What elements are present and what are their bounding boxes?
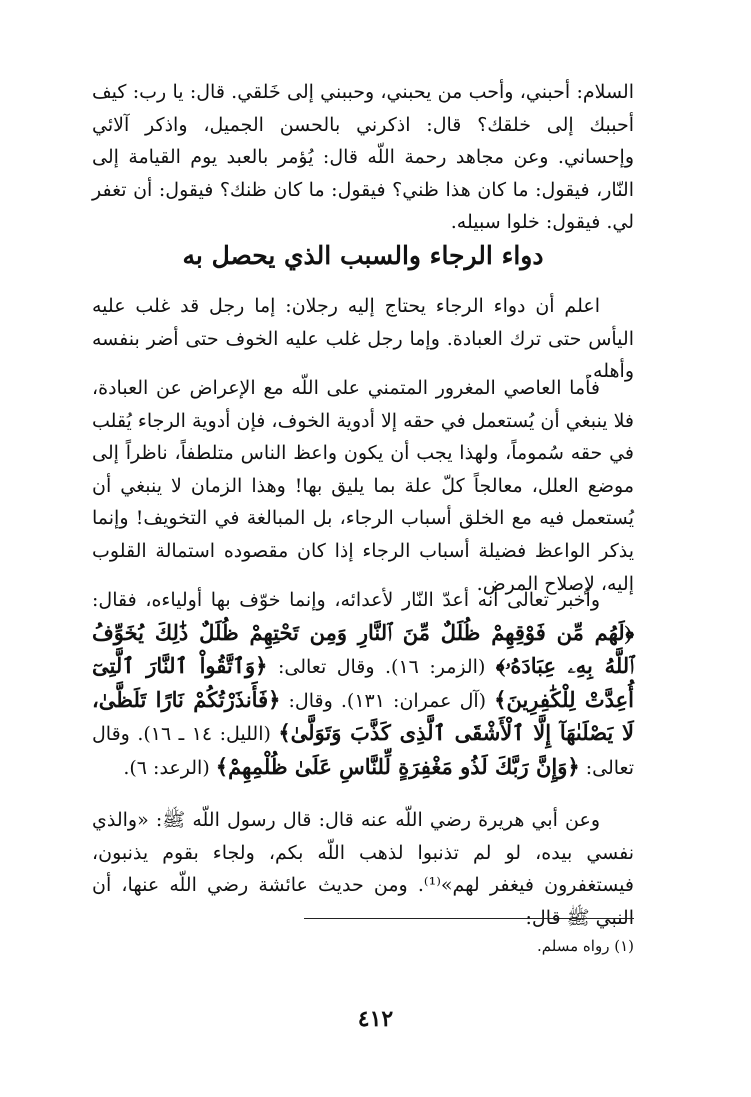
footnote: (١) رواه مسلم. <box>537 937 634 955</box>
verse-al-imran: ﴿وَٱتَّقُواْ ٱلنَّارَ ٱلَّتِىٓ أُعِدَّتْ لِلْكَٰفِرِينَ﴾ <box>92 653 634 712</box>
footnote-divider <box>304 918 634 919</box>
sinner-paragraph-text: فأما العاصي المغرور المتمني على اللّه مع الإعراض عن العبادة، فلا ينبغي أن يُستعمل في حقه إلا أدوية الخوف، فإن أدوية الرجاء يُقلب في حقه سُموماً، ولهذا يجب أن يكون واعظ الناس متلطفاً، ناظراً إلى موضع العلل، معالجاً كلّ علة بما يليق بها! وهذا الزمان لا ينبغي أن يُستعمل فيه مع الخلق أسباب الرجاء، بل المبالغة في التخويف! وإنما يذكر الواعظ فضيلة أسباب الرجاء إذا كان مقصوده استمالة القلوب إليه، لإصلاح المرض. <box>92 377 634 595</box>
top-paragraph-text: السلام: أحبني، وأحب من يحبني، وحببني إلى خَلقي. قال: يا رب: كيف أحببك إلى خلقك؟ قال: اذكرني بالحسن الجميل، واذكر آلائي وإحساني. وعن مجاهد رحمة اللّه قال: يُؤمر بالعبد يوم القيامة إلى النّار، فيقول: ما كان هذا ظني؟ فيقول: ما كان ظنك؟ فيقول: أن تغفر لي. فيقول: خلوا سبيله. <box>92 81 634 234</box>
quran-intro: وأخبر تعالى أنه أعدّ النّار لأعدائه، وإنما خوّف بها أولياءه، فقال: <box>92 589 600 611</box>
verse-al-rad: ﴿وَإِنَّ رَبَّكَ لَذُو مَغْفِرَةٍ لِّلنَّاسِ عَلَىٰ ظُلْمِهِمْ﴾ <box>215 753 580 779</box>
ref-al-layl: (الليل: ١٤ ـ ١٦). وقال تعالى: <box>92 723 634 779</box>
verse-al-layl: ﴿فَأَنذَرْتُكُمْ نَارًا تَلَظَّىٰ، لَا يَصْلَىٰهَآ إِلَّا ٱلْأَشْقَى ٱلَّذِى كَذَّبَ وَتَوَلَّىٰ﴾ <box>92 686 634 746</box>
quran-paragraph-text <box>92 584 634 785</box>
quran-paragraph <box>92 584 634 785</box>
section-heading: دواء الرجاء والسبب الذي يحصل به <box>182 241 544 270</box>
sinner-paragraph <box>92 372 634 600</box>
ref-zumar: (الزمر: ١٦). وقال تعالى: <box>277 656 486 679</box>
top-paragraph <box>92 76 634 239</box>
hadith-paragraph <box>92 804 634 934</box>
intro-paragraph-text: اعلم أن دواء الرجاء يحتاج إليه رجلان: إما رجل قد غلب عليه اليأس حتى ترك العبادة. وإما رجل غلب عليه الخوف حتى أضر بنفسه وأهله. <box>92 295 634 383</box>
hadith-paragraph-text: وعن أبي هريرة رضي اللّه عنه قال: قال رسول اللّه ﷺ: «والذي نفسي بيده، لو لم تذنبوا لذهب اللّه بكم، ولجاء بقوم يذنبون، فيستغفرون فيغفر لهم»⁽¹⁾. ومن حديث عائشة رضي اللّه عنها، أن النبي ﷺ قال: <box>92 809 635 929</box>
page-number: ٤١٢ <box>357 1006 394 1032</box>
ref-al-rad: (الرعد: ٦). <box>123 756 210 779</box>
verse-zumar: ﴿لَهُم مِّن فَوْقِهِمْ ظُلَلٌ مِّنَ ٱلنَّارِ وَمِن تَحْتِهِمْ ظُلَلٌ ذَٰلِكَ يُخَوِّفُ ٱللَّهُ بِهِۦ عِبَادَهُۥ﴾ <box>92 619 634 679</box>
ref-al-imran: (آل عمران: ١٣١). وقال: <box>288 689 487 712</box>
